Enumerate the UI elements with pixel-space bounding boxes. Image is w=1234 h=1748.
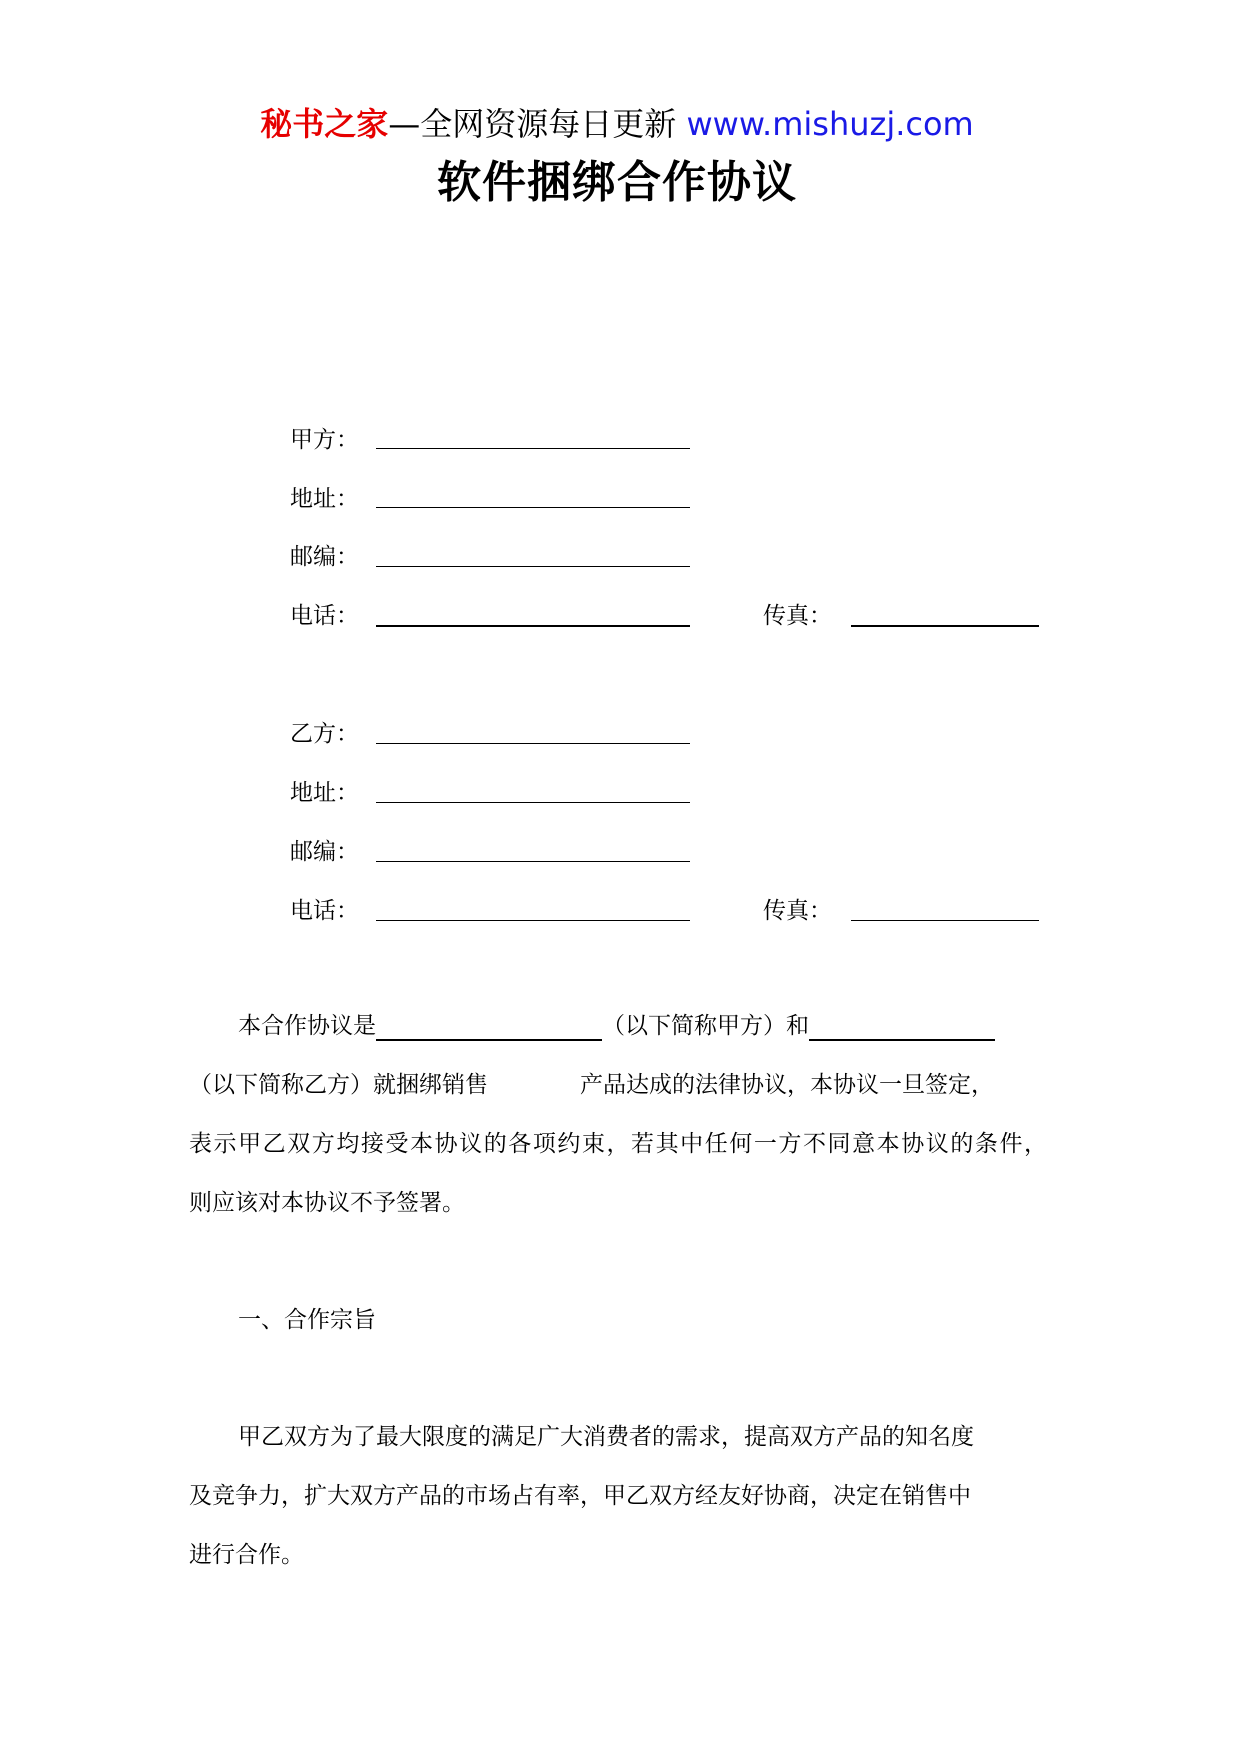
- section-1-line-2: 及竞争力，扩大双方产品的市场占有率，甲乙双方经友好协商，决定在销售中: [189, 1483, 971, 1509]
- company-b-blank: [809, 1013, 995, 1041]
- party-b-postcode-blank: [376, 861, 690, 862]
- intro-line-2: [189, 1070, 994, 1100]
- party-a-fax-label: 传真：: [763, 603, 832, 629]
- site-banner: [0, 104, 1234, 144]
- intro-text-d: 产品达成的法律协议，本协议一旦签定，: [580, 1072, 994, 1098]
- party-b-fax-blank: [851, 920, 1039, 921]
- document-title: 软件捆绑合作协议: [437, 157, 797, 208]
- banner-slogan: —全网资源每日更新: [388, 105, 687, 143]
- intro-text-c: （以下简称乙方）就捆绑销售: [189, 1072, 488, 1098]
- intro-line-4: 则应该对本协议不予签署。: [189, 1190, 465, 1216]
- section-1-line-3: 进行合作。: [189, 1542, 304, 1568]
- intro-text-b: （以下简称甲方）和: [602, 1013, 809, 1039]
- party-a-label: 甲方：: [290, 427, 359, 453]
- section-1-heading: 一、合作宗旨: [238, 1307, 376, 1333]
- banner-url-link[interactable]: www.mishuzj.com: [686, 105, 974, 143]
- brand-name: 秘书之家: [260, 105, 389, 143]
- party-b-fax-label: 传真：: [763, 898, 832, 924]
- party-b-blank: [376, 743, 690, 744]
- party-a-address-blank: [376, 507, 690, 508]
- section-1-line-1: 甲乙双方为了最大限度的满足广大消费者的需求，提高双方产品的知名度: [238, 1424, 974, 1450]
- party-b-phone-label: 电话：: [290, 898, 359, 924]
- intro-line-1: [238, 1011, 995, 1041]
- party-b-phone-blank: [376, 920, 690, 921]
- party-a-postcode-label: 邮编：: [290, 544, 359, 570]
- intro-line-3: 表示甲乙双方均接受本协议的各项约束，若其中任何一方不同意本协议的条件，: [189, 1131, 1047, 1157]
- party-a-blank: [376, 448, 690, 449]
- party-b-label: 乙方：: [290, 721, 359, 747]
- party-a-phone-label: 电话：: [290, 603, 359, 629]
- party-a-address-label: 地址：: [290, 486, 359, 512]
- party-b-address-label: 地址：: [290, 780, 359, 806]
- party-b-address-blank: [376, 802, 690, 803]
- party-b-postcode-label: 邮编：: [290, 839, 359, 865]
- party-a-phone-blank: [376, 625, 690, 627]
- party-a-fax-blank: [851, 625, 1039, 627]
- intro-text-a: 本合作协议是: [238, 1013, 376, 1039]
- company-a-blank: [376, 1013, 602, 1041]
- party-a-postcode-blank: [376, 566, 690, 567]
